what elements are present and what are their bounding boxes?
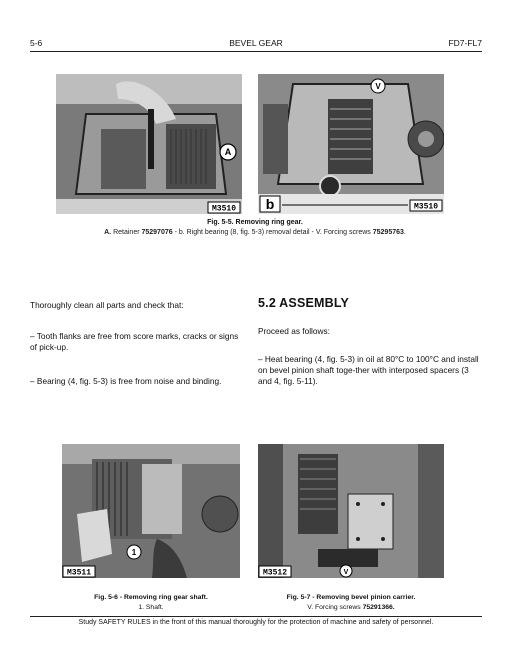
photo-ring-gear-shaft-removal	[62, 444, 240, 578]
figure-5-6-detail: 1. Shaft.	[138, 604, 164, 611]
figure-5-6-title: Fig. 5-6 - Removing ring gear shaft.	[94, 594, 208, 601]
check-bullet-tooth-flanks: – Tooth flanks are free from score marks, cracks or signs of pick-up.	[30, 331, 239, 352]
chapter-title: BEVEL GEAR	[229, 38, 283, 48]
figure-5-7-detail-text: V. Forcing screws	[307, 604, 363, 611]
photo-ref-top-right: M3510	[413, 202, 439, 212]
callout-v-bottom: V	[343, 569, 349, 576]
figure-5-7-detail-number: 75291366.	[362, 604, 395, 611]
check-intro: Thoroughly clean all parts and check that:	[30, 300, 184, 310]
callout-1: 1	[131, 548, 137, 557]
detail-label-a: A.	[104, 229, 114, 236]
figure-5-6-caption	[62, 593, 240, 613]
page-number: 5-6	[30, 38, 43, 48]
detail-screw-number: 75295763	[372, 229, 404, 236]
photo-ref-top-left: M3510	[211, 204, 237, 214]
detail-retainer-number: 75297076	[141, 229, 173, 236]
detail-period: .	[403, 229, 406, 236]
figure-5-7-title: Fig. 5-7 - Removing bevel pinion carrier.	[286, 594, 416, 601]
detail-text: - b. Right bearing (8, fig. 5-3) removal detail - V. Forcing screws	[172, 229, 373, 236]
figure-5-5-title: Fig. 5-5. Removing ring gear.	[207, 219, 303, 226]
photo-ref-bottom-right: M3512	[262, 568, 288, 578]
model-code: FD7-FL7	[448, 38, 482, 48]
assembly-intro: Proceed as follows:	[258, 326, 330, 336]
assembly-bullet-heat-bearing: – Heat bearing (4, fig. 5-3) in oil at 80°C to 100°C and install on bevel pinion shaft toge-ther with interposed spacers (3 and 4, fig. 5-11).	[258, 354, 479, 386]
photo-ring-gear-removal	[56, 74, 242, 214]
section-title-assembly: 5.2 ASSEMBLY	[258, 296, 350, 310]
header-rule	[30, 51, 482, 52]
figure-5-5-caption	[0, 218, 510, 238]
safety-footer: Study SAFETY RULES in the front of this manual thoroughly for the protection of machine and safety of personnel.	[78, 619, 434, 626]
photo-bevel-pinion-carrier	[258, 444, 444, 578]
figure-5-7-detail	[258, 603, 444, 613]
check-bullet-bearing: – Bearing (4, fig. 5-3) is free from noise and binding.	[30, 376, 222, 386]
photo-ref-bottom-left: M3511	[66, 568, 92, 578]
detail-retainer: Retainer	[113, 229, 142, 236]
figure-5-5-detail	[0, 228, 510, 238]
page-header	[30, 38, 482, 52]
photo-forcing-screws-top	[258, 74, 444, 214]
footer-rule	[30, 616, 482, 617]
figure-5-7-caption	[258, 593, 444, 613]
callout-a: A	[224, 147, 232, 157]
inset-b-label: b	[265, 196, 275, 212]
callout-v-top: V	[375, 82, 381, 91]
